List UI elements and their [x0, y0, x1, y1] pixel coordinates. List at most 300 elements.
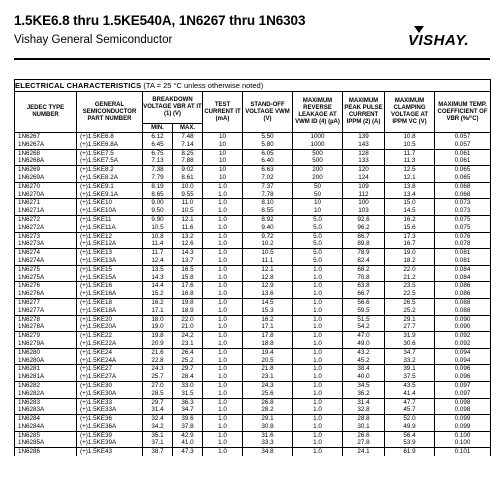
table-cell: 6.40	[243, 157, 293, 165]
table-cell: 20.5	[243, 357, 293, 365]
table-cell: (+)1.5KE20A	[77, 323, 143, 331]
table-row	[15, 240, 491, 248]
table-row	[15, 199, 491, 207]
table-cell: 5.0	[293, 224, 343, 232]
table-cell: 14.5	[243, 298, 293, 306]
table-cell: 7.48	[173, 133, 203, 141]
table-cell: 18.0	[143, 315, 173, 323]
table-cell: 34.7	[385, 348, 435, 356]
table-cell: 0.068	[435, 182, 491, 190]
table-cell: 1.0	[293, 348, 343, 356]
table-cell: 10.8	[143, 232, 173, 240]
table-cell: 1N6267A	[15, 141, 77, 149]
table-cell: 0.084	[435, 274, 491, 282]
table-row	[15, 448, 491, 456]
table-cell: (+)1.5KE12	[77, 232, 143, 240]
table-row	[15, 365, 491, 373]
table-cell: 0.073	[435, 199, 491, 207]
table-cell: 17.1	[243, 323, 293, 331]
table-cell: 43.2	[343, 348, 385, 356]
table-cell: (+)1.5KE8.2	[77, 166, 143, 174]
table-cell: 1N6273	[15, 232, 77, 240]
table-cell: 1.0	[203, 232, 243, 240]
table-cell: 0.061	[435, 149, 491, 157]
table-cell: 24.2	[173, 332, 203, 340]
table-cell: 21.0	[173, 323, 203, 331]
table-cell: (+)1.5KE27	[77, 365, 143, 373]
table-cell: 1.0	[293, 290, 343, 298]
table-cell: 10.5	[173, 207, 203, 215]
table-cell: 7.38	[143, 166, 173, 174]
table-cell: 27.8	[343, 439, 385, 447]
table-cell: 10	[203, 166, 243, 174]
table-cell: 1.0	[293, 282, 343, 290]
table-cell: 89.8	[343, 240, 385, 248]
table-cell: 19.0	[385, 249, 435, 257]
table-cell: 0.097	[435, 381, 491, 389]
table-cell: (+)1.5KE13	[77, 249, 143, 257]
table-cell: 39.1	[385, 365, 435, 373]
table-row	[15, 348, 491, 356]
table-row	[15, 207, 491, 215]
table-cell: 1N6282	[15, 381, 77, 389]
table-cell: 12.4	[143, 257, 173, 265]
table-cell: 1N6281	[15, 365, 77, 373]
table-cell: 1N6280A	[15, 357, 77, 365]
table-cell: 15.8	[173, 274, 203, 282]
table-cell: 37.8	[173, 423, 203, 431]
page-title: 1.5KE6.8 thru 1.5KE540A, 1N6267 thru 1N6303	[14, 13, 306, 28]
table-cell: 8.19	[143, 182, 173, 190]
table-cell: 1.0	[203, 357, 243, 365]
table-cell: 1N6276	[15, 282, 77, 290]
table-cell: (+)1.5KE30	[77, 381, 143, 389]
table-cell: 29.1	[243, 415, 293, 423]
table-cell: 7.02	[243, 174, 293, 182]
table-cell: (+)1.5KE36	[77, 415, 143, 423]
table-row	[15, 307, 491, 315]
table-cell: 8.65	[143, 191, 173, 199]
table-cell: 1N6285	[15, 431, 77, 439]
table-cell: 30.1	[343, 423, 385, 431]
table-cell: 0.100	[435, 439, 491, 447]
table-cell: 22.0	[173, 315, 203, 323]
table-cell: 139	[343, 133, 385, 141]
table-cell: (+)1.5KE39A	[77, 439, 143, 447]
table-cell: 0.065	[435, 166, 491, 174]
table-row	[15, 332, 491, 340]
table-cell: 1.0	[203, 423, 243, 431]
table-cell: 39.6	[173, 415, 203, 423]
table-cell: 1.0	[203, 240, 243, 248]
table-row	[15, 323, 491, 331]
table-cell: (+)1.5KE20	[77, 315, 143, 323]
table-cell: 43.5	[385, 381, 435, 389]
table-cell: 96.2	[343, 224, 385, 232]
table-cell: 1N6282A	[15, 390, 77, 398]
table-cell: 1.0	[203, 224, 243, 232]
table-cell: 0.057	[435, 141, 491, 149]
table-row	[15, 415, 491, 423]
table-cell: 1.0	[203, 290, 243, 298]
table-cell: 13.4	[385, 191, 435, 199]
table-cell: 8.25	[173, 149, 203, 157]
table-cell: 36.3	[173, 398, 203, 406]
table-cell: 63.8	[343, 282, 385, 290]
table-cell: (+)1.5KE8.2A	[77, 174, 143, 182]
table-cell: 1.0	[203, 381, 243, 389]
table-cell: 1.0	[203, 199, 243, 207]
table-cell: 0.098	[435, 406, 491, 414]
table-cell: 100	[343, 199, 385, 207]
table-cell: 10	[293, 207, 343, 215]
electrical-characteristics-table	[14, 79, 491, 456]
table-cell: (+)1.5KE24A	[77, 357, 143, 365]
table-row	[15, 265, 491, 273]
table-cell: 23.1	[243, 373, 293, 381]
table-cell: 17.8	[243, 332, 293, 340]
table-cell: 22.8	[143, 357, 173, 365]
table-cell: (+)1.5KE13A	[77, 257, 143, 265]
table-cell: 52.0	[385, 415, 435, 423]
table-cell: 56.6	[343, 298, 385, 306]
table-cell: 22.0	[385, 265, 435, 273]
col-header-reverse-leakage: MAXIMUM REVERSE LEAKAGE AT VWM ID (4) (µA)	[293, 92, 343, 133]
table-cell: 0.094	[435, 348, 491, 356]
table-cell: 16.5	[173, 265, 203, 273]
table-cell: 37.5	[385, 373, 435, 381]
table-cell: 5.80	[243, 141, 293, 149]
table-cell: 12.5	[385, 166, 435, 174]
table-cell: 45.7	[385, 406, 435, 414]
table-cell: 1.0	[293, 365, 343, 373]
table-cell: 0.086	[435, 290, 491, 298]
table-cell: 1.0	[203, 265, 243, 273]
table-cell: 45.2	[343, 357, 385, 365]
table-cell: 49.9	[385, 423, 435, 431]
table-cell: 33.3	[243, 439, 293, 447]
table-cell: 1.0	[203, 249, 243, 257]
table-cell: 29.1	[385, 315, 435, 323]
table-cell: 1.0	[293, 357, 343, 365]
table-row	[15, 390, 491, 398]
table-cell: 1N6283	[15, 398, 77, 406]
table-cell: (+)1.5KE6.8A	[77, 141, 143, 149]
table-cell: 0.092	[435, 332, 491, 340]
table-cell: 10	[203, 133, 243, 141]
table-cell: 1.0	[293, 448, 343, 456]
table-cell: 31.5	[173, 390, 203, 398]
table-cell: 14.3	[143, 274, 173, 282]
table-cell: 13.5	[143, 265, 173, 273]
table-cell: 9.02	[173, 166, 203, 174]
table-cell: 47.7	[385, 398, 435, 406]
table-cell: 38.7	[143, 448, 173, 456]
table-cell: 11.1	[243, 257, 293, 265]
table-cell: 33.2	[385, 357, 435, 365]
table-cell: 1.0	[203, 332, 243, 340]
table-cell: 143	[343, 141, 385, 149]
table-cell: 23.1	[173, 340, 203, 348]
table-cell: 1.0	[293, 340, 343, 348]
table-cell: 0.099	[435, 415, 491, 423]
table-cell: (+)1.5KE9.1	[77, 182, 143, 190]
table-cell: 27.0	[143, 381, 173, 389]
table-cell: (+)1.5KE16	[77, 282, 143, 290]
table-cell: 34.7	[173, 406, 203, 414]
table-cell: 14.4	[143, 282, 173, 290]
table-cell: 32.8	[343, 406, 385, 414]
table-cell: 1.0	[293, 406, 343, 414]
table-cell: 1000	[293, 133, 343, 141]
table-cell: 1N6283A	[15, 406, 77, 414]
table-cell: 120	[343, 166, 385, 174]
table-cell: 15.3	[243, 307, 293, 315]
table-cell: (+)1.5KE18	[77, 298, 143, 306]
table-cell: 78.9	[343, 249, 385, 257]
table-cell: 61.9	[385, 448, 435, 456]
table-cell: 21.8	[243, 365, 293, 373]
table-cell: 53.9	[385, 439, 435, 447]
table-cell: 13.2	[173, 232, 203, 240]
table-cell: 25.2	[173, 357, 203, 365]
table-cell: 34.2	[143, 423, 173, 431]
table-cell: 1.0	[293, 415, 343, 423]
table-title-cell	[15, 80, 491, 92]
table-row	[15, 290, 491, 298]
table-cell: 6.05	[243, 149, 293, 157]
table-cell: 66.7	[343, 290, 385, 298]
table-cell: 6.45	[143, 141, 173, 149]
table-cell: 8.55	[243, 207, 293, 215]
table-cell: 28.5	[143, 390, 173, 398]
table-cell: 1N6271	[15, 199, 77, 207]
table-cell: 82.4	[343, 257, 385, 265]
table-cell: 0.068	[435, 191, 491, 199]
table-cell: 10	[203, 141, 243, 149]
table-cell: 1.0	[203, 257, 243, 265]
table-cell: 27.7	[385, 323, 435, 331]
table-cell: 1.0	[203, 348, 243, 356]
table-cell: 1N6279	[15, 332, 77, 340]
table-cell: 5.0	[293, 215, 343, 223]
col-header-clamping-voltage: MAXIMUM CLAMPING VOLTAGE AT IPPM VC (V)	[385, 92, 435, 133]
table-row	[15, 149, 491, 157]
table-cell: 1N6278	[15, 315, 77, 323]
table-cell: 14.5	[385, 207, 435, 215]
table-cell: 56.4	[385, 431, 435, 439]
table-cell: 1.0	[293, 265, 343, 273]
table-cell: 16.2	[243, 315, 293, 323]
table-cell: 1.0	[203, 182, 243, 190]
table-row	[15, 398, 491, 406]
table-cell: 54.2	[343, 323, 385, 331]
table-cell: 1.0	[293, 431, 343, 439]
table-cell: 0.075	[435, 215, 491, 223]
table-row	[15, 274, 491, 282]
table-cell: 0.092	[435, 340, 491, 348]
table-cell: 0.099	[435, 423, 491, 431]
table-cell: 1N6281A	[15, 373, 77, 381]
table-cell: 34.5	[343, 381, 385, 389]
table-cell: 59.5	[343, 307, 385, 315]
table-cell: (+)1.5KE11	[77, 215, 143, 223]
table-cell: 0.097	[435, 390, 491, 398]
table-cell: 24.3	[143, 365, 173, 373]
table-cell: 25.7	[143, 373, 173, 381]
vishay-logo	[408, 26, 488, 60]
table-cell: 1.0	[293, 332, 343, 340]
table-cell: 1N6269A	[15, 174, 77, 182]
table-cell: 18.2	[385, 257, 435, 265]
table-cell: 31.4	[343, 398, 385, 406]
table-cell: 12.1	[243, 265, 293, 273]
table-cell: 12.1	[173, 215, 203, 223]
page-subtitle: Vishay General Semiconductor	[14, 34, 173, 46]
table-row	[15, 315, 491, 323]
table-cell: 31.6	[243, 431, 293, 439]
table-cell: (+)1.5KE10A	[77, 207, 143, 215]
table-cell: 1N6274A	[15, 257, 77, 265]
table-cell: 25.2	[385, 307, 435, 315]
table-cell: 7.37	[243, 182, 293, 190]
table-cell: 1N6274	[15, 249, 77, 257]
table-cell: 86.7	[343, 232, 385, 240]
table-cell: (+)1.5KE16A	[77, 290, 143, 298]
table-cell: 0.094	[435, 357, 491, 365]
table-cell: 0.061	[435, 157, 491, 165]
table-cell: 26.5	[385, 298, 435, 306]
table-row	[15, 133, 491, 141]
table-cell: (+)1.5KE7.5	[77, 149, 143, 157]
table-cell: 1.0	[203, 323, 243, 331]
table-cell: 37.1	[143, 439, 173, 447]
table-cell: 17.6	[173, 282, 203, 290]
table-cell: 1.0	[203, 398, 243, 406]
table-cell: 1.0	[203, 415, 243, 423]
table-cell: 1.0	[203, 406, 243, 414]
table-row	[15, 257, 491, 265]
col-header-temp-coefficient: MAXIMUM TEMP. COEFFICIENT OF VBR (%/°C)	[435, 92, 491, 133]
table-cell: 19.8	[173, 298, 203, 306]
table-cell: 11.0	[173, 199, 203, 207]
table-cell: 38.4	[343, 365, 385, 373]
table-cell: 0.098	[435, 398, 491, 406]
table-cell: 10	[203, 149, 243, 157]
logo-text: VISHAY.	[408, 32, 470, 49]
table-cell: 33.0	[173, 381, 203, 389]
table-cell: 8.10	[243, 199, 293, 207]
table-cell: 41.4	[385, 390, 435, 398]
table-cell: 51.5	[343, 315, 385, 323]
table-cell: 68.2	[343, 265, 385, 273]
table-cell: 26.6	[343, 431, 385, 439]
table-cell: 1.0	[203, 215, 243, 223]
table-cell: 12.9	[243, 282, 293, 290]
table-cell: 0.096	[435, 365, 491, 373]
table-row	[15, 232, 491, 240]
table-cell: 7.14	[173, 141, 203, 149]
table-cell: 10	[293, 199, 343, 207]
table-cell: 1N6272A	[15, 224, 77, 232]
table-cell: 128	[343, 149, 385, 157]
table-cell: (+)1.5KE7.5A	[77, 157, 143, 165]
table-cell: 0.073	[435, 207, 491, 215]
table-cell: 30.8	[243, 423, 293, 431]
table-cell: 12.1	[385, 174, 435, 182]
table-cell: 16.2	[385, 215, 435, 223]
table-cell: 32.4	[143, 415, 173, 423]
table-cell: 15.0	[385, 199, 435, 207]
table-cell: 1N6277A	[15, 307, 77, 315]
table-cell: 1.0	[293, 274, 343, 282]
table-cell: 16.8	[173, 290, 203, 298]
table-cell: 11.7	[385, 149, 435, 157]
table-cell: (+)1.5KE33	[77, 398, 143, 406]
table-cell: 5.0	[293, 249, 343, 257]
table-cell: 34.8	[243, 448, 293, 456]
table-cell: 36.2	[343, 390, 385, 398]
col-header-standoff-voltage: STAND-OFF VOLTAGE VWM (V)	[243, 92, 293, 133]
table-cell: 1N6270A	[15, 191, 77, 199]
table-cell: 10.2	[243, 240, 293, 248]
table-cell: 1N6285A	[15, 439, 77, 447]
table-cell: 1N6268	[15, 149, 77, 157]
table-cell: 30.6	[385, 340, 435, 348]
table-row	[15, 439, 491, 447]
table-cell: (+)1.5KE11A	[77, 224, 143, 232]
col-header-peak-pulse-current: MAXIMUM PEAK PULSE CURRENT IPPM (2) (A)	[343, 92, 385, 133]
table-row	[15, 249, 491, 257]
table-cell: 5.0	[293, 232, 343, 240]
table-cell: 31.4	[143, 406, 173, 414]
table-cell: 24.1	[343, 448, 385, 456]
table-cell: 15.2	[143, 290, 173, 298]
table-cell: 18.9	[173, 307, 203, 315]
table-cell: 112	[343, 191, 385, 199]
table-cell: 0.101	[435, 448, 491, 456]
table-cell: (+)1.5KE43	[77, 448, 143, 456]
table-cell: 49.0	[343, 340, 385, 348]
table-cell: (+)1.5KE36A	[77, 423, 143, 431]
table-cell: 21.2	[385, 274, 435, 282]
col-header-jedec: JEDEC TYPE NUMBER	[15, 92, 77, 133]
table-cell: 23.5	[385, 282, 435, 290]
table-cell: 1N6278A	[15, 323, 77, 331]
table-cell: 1.0	[203, 390, 243, 398]
table-row	[15, 423, 491, 431]
table-cell: 19.4	[243, 348, 293, 356]
table-cell: 1.0	[203, 340, 243, 348]
table-row	[15, 157, 491, 165]
table-cell: 500	[293, 149, 343, 157]
table-cell: 11.4	[143, 240, 173, 248]
table-cell: (+)1.5KE9.1A	[77, 191, 143, 199]
table-cell: 109	[343, 182, 385, 190]
table-cell: 92.6	[343, 215, 385, 223]
table-cell: 10.8	[385, 133, 435, 141]
table-cell: 13.6	[243, 290, 293, 298]
table-cell: 50	[293, 182, 343, 190]
table-cell: 10	[203, 157, 243, 165]
table-cell: 9.72	[243, 232, 293, 240]
table-cell: 1N6270	[15, 182, 77, 190]
table-cell: 11.3	[385, 157, 435, 165]
table-cell: 1N6276A	[15, 290, 77, 298]
subheader-min: MIN.	[143, 124, 173, 133]
table-cell: 0.078	[435, 240, 491, 248]
table-cell: 9.55	[173, 191, 203, 199]
